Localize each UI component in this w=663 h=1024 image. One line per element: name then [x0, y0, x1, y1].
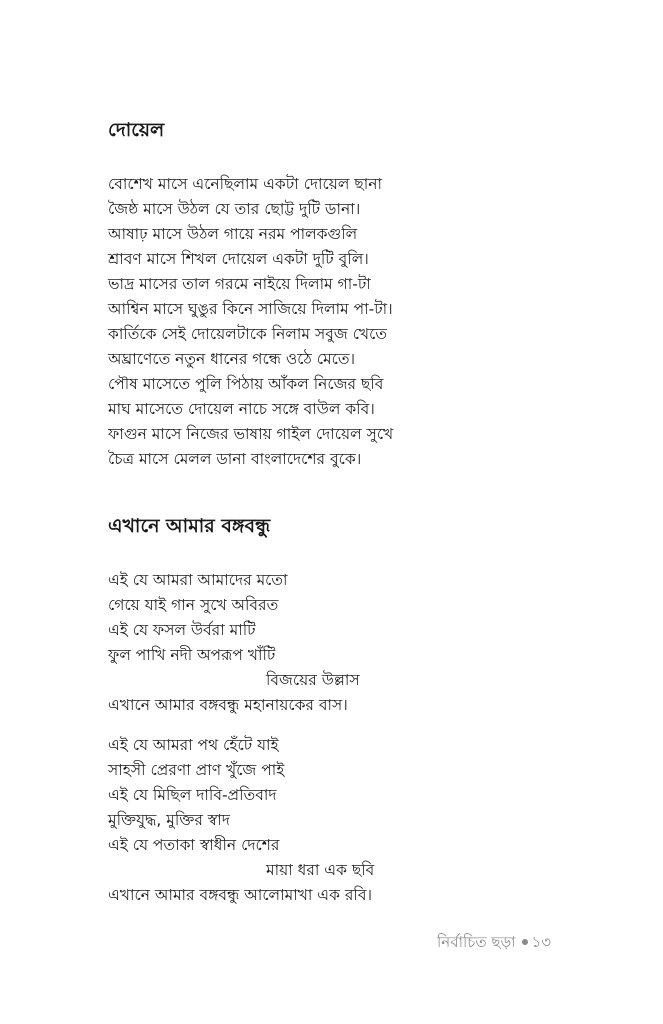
poem-line: আশ্বিন মাসে ঘুঙুর কিনে সাজিয়ে দিলাম পা-টা।	[108, 300, 393, 318]
poem-line: আষাঢ় মাসে উঠল গায়ে নরম পালকগুলি	[108, 225, 358, 243]
poem-line: এই যে মিছিল দাবি-প্রতিবাদ	[108, 786, 277, 804]
poem-doyel	[108, 118, 568, 472]
poem-line: ভাদ্র মাসের তাল গরমে নাইয়ে দিলাম গা-টা	[108, 275, 371, 293]
poem-line: মুক্তিযুদ্ধ, মুক্তির স্বাদ	[108, 811, 230, 829]
stanza	[108, 172, 568, 472]
book-title: নির্বাচিত ছড়া	[437, 933, 516, 951]
poem-line: এই যে ফসল উর্বরা মাটি	[108, 621, 256, 639]
poem-line: এখানে আমার বঙ্গবন্ধু আলোমাখা এক রবি।	[108, 886, 372, 904]
page-number: ১৩	[531, 933, 551, 951]
poem-line: গেয়ে যাই গান সুখে অবিরত	[108, 596, 279, 614]
poem-line: পৌষ মাসেতে পুলি পিঠায় আঁকল নিজের ছবি	[108, 375, 384, 393]
poem-line: অঘ্রাণেতে নতুন ধানের গন্ধে ওঠে মেতে।	[108, 350, 356, 368]
poem-line-indented: মায়া ধরা এক ছবি	[266, 861, 375, 879]
poem-line: শ্রাবণ মাসে শিখল দোয়েল একটা দুটি বুলি।	[108, 250, 369, 268]
poem-line: জৈষ্ঠ মাসে উঠল যে তার ছোট্ট দুটি ডানা।	[108, 200, 361, 218]
poem-title: দোয়েল	[108, 119, 165, 141]
poem-line: এই যে আমরা আমাদের মতো	[108, 571, 288, 589]
poem-line: ফাগুন মাসে নিজের ভাষায় গাইল দোয়েল সুখে	[108, 425, 394, 443]
bullet-separator-icon	[522, 939, 528, 945]
stanza	[108, 568, 568, 718]
poem-ekhane-amar-bangabandhu	[108, 514, 568, 908]
poem-line: বোশেখ মাসে এনেছিলাম একটা দোয়েল ছানা	[108, 175, 382, 193]
poem-line: কার্তিকে সেই দোয়েলটাকে নিলাম সবুজ খেতে	[108, 325, 387, 343]
poem-line: এখানে আমার বঙ্গবন্ধু মহানায়কের বাস।	[108, 696, 348, 714]
page-footer	[437, 931, 551, 956]
stanza	[108, 733, 568, 908]
poem-line: সাহসী প্রেরণা প্রাণ খুঁজে পাই	[108, 761, 285, 779]
poem-line: মাঘ মাসেতে দোয়েল নাচে সঙ্গে বাউল কবি।	[108, 400, 375, 418]
poem-line: ফুল পাখি নদী অপরূপ খাঁটি	[108, 646, 276, 664]
poem-line: এই যে আমরা পথ হেঁটে যাই	[108, 736, 279, 754]
poem-line: চৈত্র মাসে মেলল ডানা বাংলাদেশের বুকে।	[108, 450, 362, 468]
poem-line-indented: বিজয়ের উল্লাস	[266, 671, 360, 689]
poem-title: এখানে আমার বঙ্গবন্ধু	[108, 515, 271, 537]
poem-line: এই যে পতাকা স্বাধীন দেশের	[108, 836, 280, 854]
